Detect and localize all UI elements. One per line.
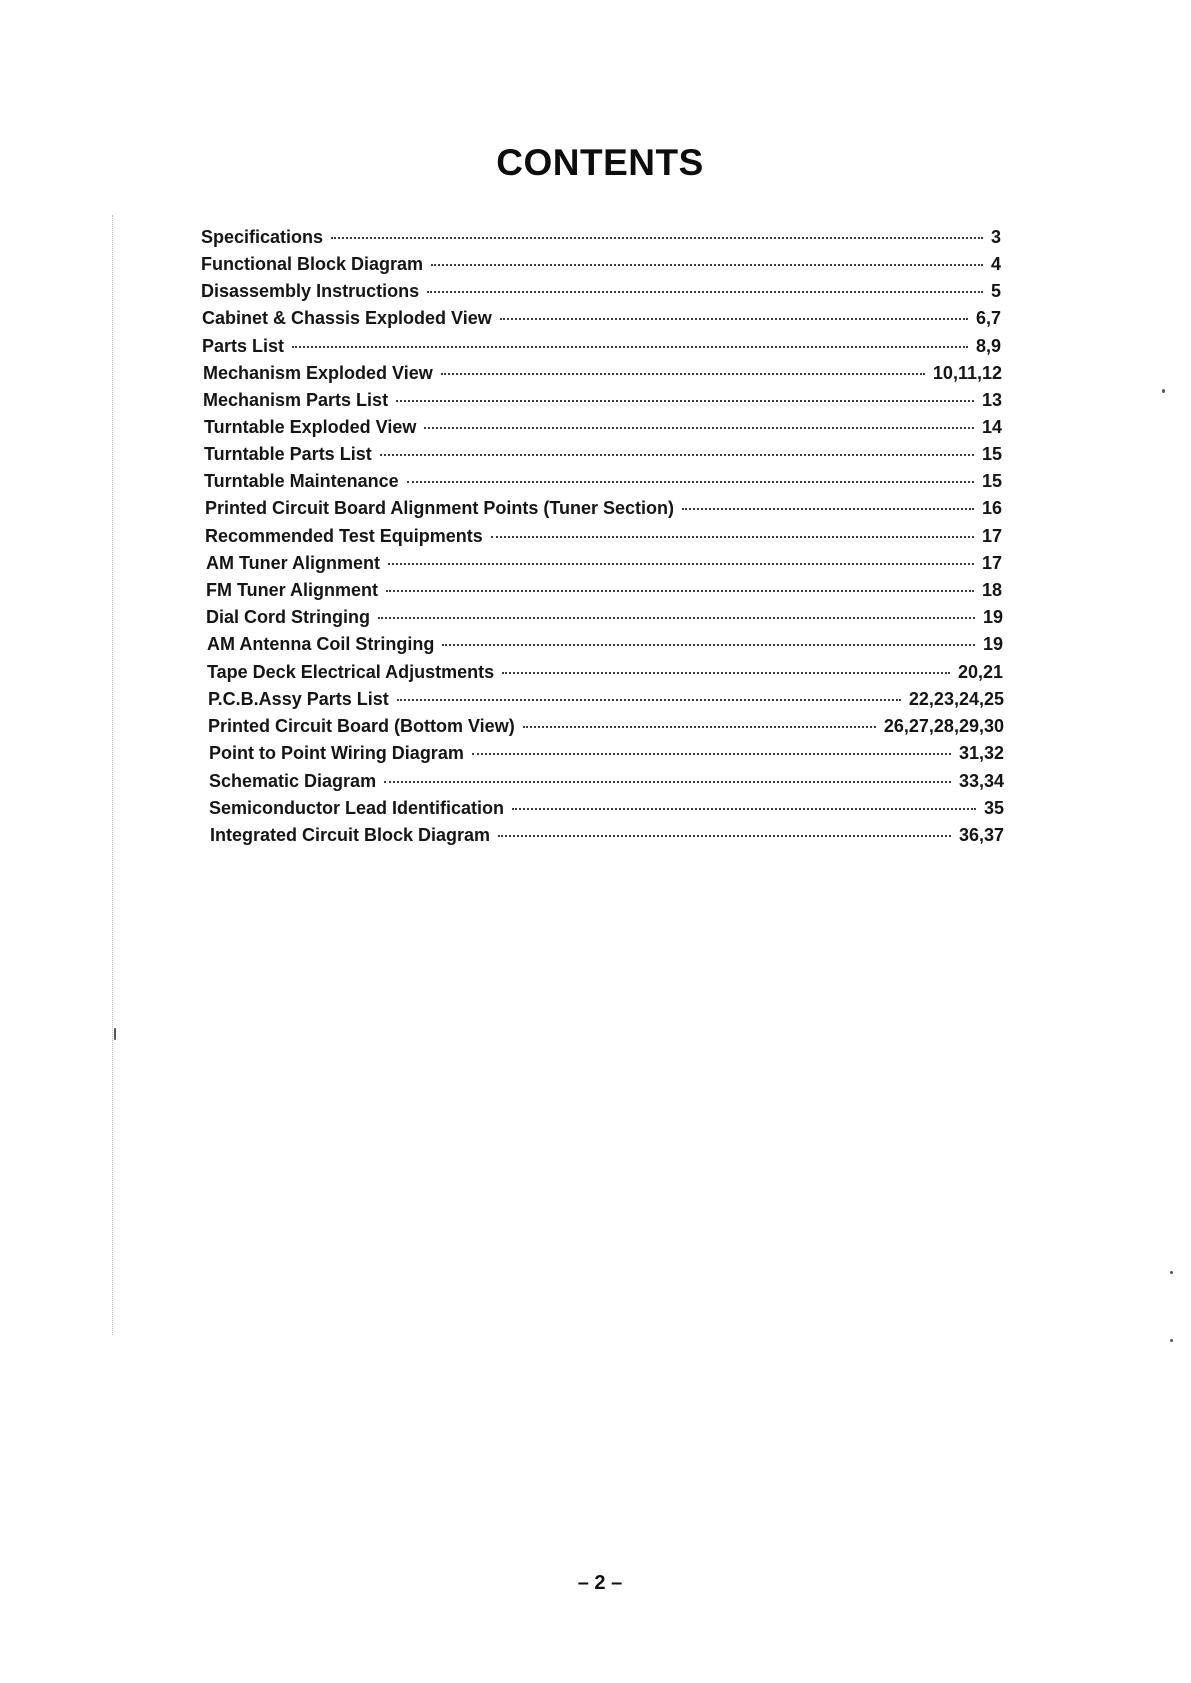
dot-leader	[396, 400, 974, 402]
toc-entry-title: Tape Deck Electrical Adjustments	[207, 662, 495, 682]
toc-entry-title: Integrated Circuit Block Diagram	[210, 825, 491, 845]
dot-leader	[397, 699, 901, 701]
toc-entry-title: P.C.B.Assy Parts List	[208, 689, 389, 709]
toc-entry	[209, 743, 1004, 769]
toc-entry-title: Dial Cord Stringing	[206, 607, 370, 627]
toc-entry-page: 6,7	[975, 308, 1001, 328]
toc-entry-page: 19	[982, 607, 1003, 627]
toc-entry-title: Printed Circuit Board Alignment Points (Tuner Section)	[205, 498, 675, 518]
toc-entry	[209, 798, 1004, 824]
dot-leader	[431, 264, 983, 266]
dot-leader	[380, 454, 974, 456]
toc-entry	[206, 580, 1002, 606]
toc-entry-page: 13	[981, 390, 1002, 410]
dot-leader	[472, 753, 951, 755]
dot-leader	[523, 726, 876, 728]
toc-entry-title: Point to Point Wiring Diagram	[209, 743, 464, 763]
toc-entry-page: 36,37	[958, 825, 1004, 845]
toc-entry-page: 16	[981, 498, 1002, 518]
toc-entry-page: 15	[981, 471, 1002, 491]
toc-entry-title: Schematic Diagram	[209, 771, 377, 791]
toc-entry-title: Cabinet & Chassis Exploded View	[202, 308, 492, 328]
toc-entry	[210, 825, 1004, 851]
toc-entry	[206, 607, 1003, 633]
dot-leader	[427, 291, 983, 293]
dot-leader	[512, 808, 976, 810]
toc-entry-title: Disassembly Instructions	[201, 281, 420, 301]
dot-leader	[388, 563, 974, 565]
toc-entry-title: Specifications	[201, 227, 324, 247]
toc-entry-title: Turntable Maintenance	[204, 471, 399, 491]
toc-entry-title: Turntable Exploded View	[204, 417, 417, 437]
toc-entry	[201, 281, 1001, 307]
toc-entry-title: AM Antenna Coil Stringing	[207, 634, 435, 654]
toc-entry	[207, 634, 1003, 660]
scan-speck	[1170, 1339, 1173, 1342]
dot-leader	[682, 508, 974, 510]
toc-entry	[201, 254, 1001, 280]
toc-entry	[202, 308, 1001, 334]
toc-entry-title: Turntable Parts List	[204, 444, 372, 464]
toc-entry-title: Recommended Test Equipments	[205, 526, 483, 546]
toc-entry-page: 10,11,12	[932, 363, 1002, 383]
toc-entry-page: 22,23,24,25	[908, 689, 1004, 709]
toc-entry-title: FM Tuner Alignment	[206, 580, 378, 600]
scan-speck	[1162, 389, 1165, 393]
toc-entry	[208, 716, 1004, 742]
toc-entry	[205, 498, 1002, 524]
toc-entry	[207, 662, 1003, 688]
toc-entry-page: 3	[990, 227, 1001, 247]
dot-leader	[407, 481, 974, 483]
dot-leader	[502, 672, 950, 674]
toc-entry-page: 15	[981, 444, 1002, 464]
toc-entry-page: 8,9	[975, 336, 1001, 356]
toc-entry-page: 19	[982, 634, 1003, 654]
dot-leader	[500, 318, 968, 320]
toc-entry	[204, 417, 1002, 443]
toc-entry	[204, 471, 1002, 497]
page-title: CONTENTS	[496, 142, 704, 183]
toc-entry-title: Functional Block Diagram	[201, 254, 424, 274]
toc-entry-page: 17	[981, 526, 1002, 546]
toc-entry	[204, 444, 1002, 470]
dot-leader	[292, 346, 968, 348]
dot-leader	[424, 427, 974, 429]
toc-entry	[209, 771, 1004, 797]
scan-edge-mark	[112, 215, 113, 1335]
dot-leader	[442, 644, 975, 646]
dot-leader	[386, 590, 974, 592]
scan-speck	[1170, 1271, 1173, 1274]
toc-entry-title: Mechanism Exploded View	[203, 363, 433, 383]
toc-entry-page: 33,34	[958, 771, 1004, 791]
toc-entry-page: 20,21	[957, 662, 1003, 682]
scan-speck	[114, 1028, 116, 1040]
toc-entry	[206, 553, 1002, 579]
toc-entry-page: 31,32	[958, 743, 1004, 763]
toc-entry	[203, 363, 1002, 389]
toc-entry	[201, 227, 1001, 253]
toc-entry	[202, 336, 1001, 362]
toc-entry-page: 5	[990, 281, 1001, 301]
toc-entry-page: 17	[981, 553, 1002, 573]
toc-entry	[205, 526, 1002, 552]
toc-entry	[203, 390, 1002, 416]
dot-leader	[384, 781, 951, 783]
toc-entry-page: 18	[981, 580, 1002, 600]
toc-entry-title: Printed Circuit Board (Bottom View)	[208, 716, 515, 736]
dot-leader	[378, 617, 975, 619]
toc-entry	[208, 689, 1004, 715]
dot-leader	[331, 237, 983, 239]
page-number: – 2 –	[577, 1572, 623, 1594]
toc-entry-title: Semiconductor Lead Identification	[209, 798, 505, 818]
dot-leader	[498, 835, 951, 837]
toc-entry-page: 4	[990, 254, 1001, 274]
toc-entry-page: 14	[981, 417, 1002, 437]
toc-entry-page: 35	[983, 798, 1004, 818]
toc-entry-title: AM Tuner Alignment	[206, 553, 380, 573]
toc-entry-title: Parts List	[202, 336, 285, 356]
toc-entry-page: 26,27,28,29,30	[883, 716, 1004, 736]
dot-leader	[491, 536, 974, 538]
toc-entry-title: Mechanism Parts List	[203, 390, 389, 410]
dot-leader	[441, 373, 925, 375]
